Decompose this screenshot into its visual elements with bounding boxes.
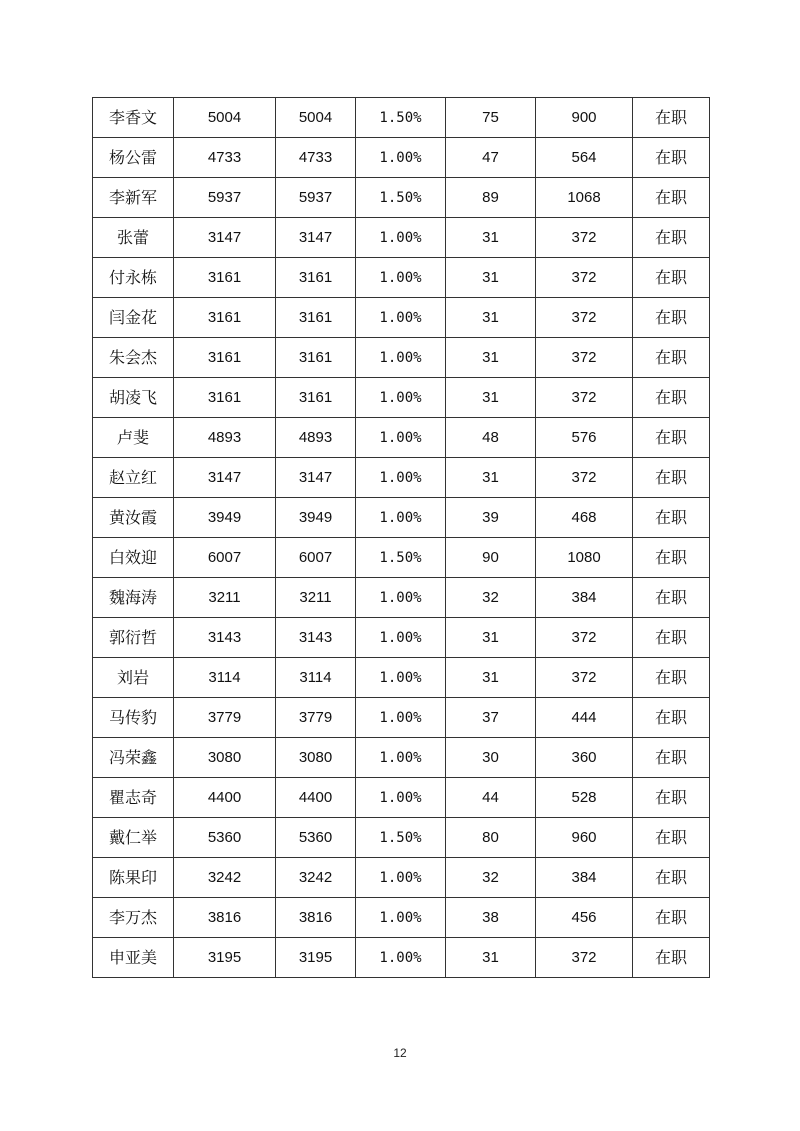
- table-row: [93, 938, 710, 978]
- employee-name-cell: 赵立红: [93, 458, 174, 498]
- employee-name-cell: 刘岩: [93, 658, 174, 698]
- status-cell: 在职: [633, 698, 710, 738]
- monthly-amount-cell: 31: [446, 458, 536, 498]
- rate-cell: 1.50%: [356, 538, 446, 578]
- rate-cell: 1.00%: [356, 898, 446, 938]
- table-row: [93, 178, 710, 218]
- status-cell: 在职: [633, 778, 710, 818]
- contribution-base-cell: 3114: [276, 658, 356, 698]
- status-cell: 在职: [633, 738, 710, 778]
- base-amount-cell: 4893: [174, 418, 276, 458]
- monthly-amount-cell: 90: [446, 538, 536, 578]
- contribution-base-cell: 4733: [276, 138, 356, 178]
- contribution-base-cell: 4893: [276, 418, 356, 458]
- annual-amount-cell: 444: [536, 698, 633, 738]
- annual-amount-cell: 360: [536, 738, 633, 778]
- table-row: [93, 698, 710, 738]
- employee-name-cell: 杨公雷: [93, 138, 174, 178]
- monthly-amount-cell: 31: [446, 258, 536, 298]
- rate-cell: 1.00%: [356, 458, 446, 498]
- rate-cell: 1.00%: [356, 578, 446, 618]
- status-cell: 在职: [633, 298, 710, 338]
- table-row: [93, 338, 710, 378]
- table-row: [93, 658, 710, 698]
- status-cell: 在职: [633, 378, 710, 418]
- rate-cell: 1.00%: [356, 498, 446, 538]
- status-cell: 在职: [633, 578, 710, 618]
- monthly-amount-cell: 44: [446, 778, 536, 818]
- base-amount-cell: 5360: [174, 818, 276, 858]
- base-amount-cell: 3195: [174, 938, 276, 978]
- employee-name-cell: 张蕾: [93, 218, 174, 258]
- monthly-amount-cell: 39: [446, 498, 536, 538]
- rate-cell: 1.00%: [356, 778, 446, 818]
- status-cell: 在职: [633, 98, 710, 138]
- annual-amount-cell: 372: [536, 378, 633, 418]
- annual-amount-cell: 1068: [536, 178, 633, 218]
- annual-amount-cell: 900: [536, 98, 633, 138]
- monthly-amount-cell: 38: [446, 898, 536, 938]
- contribution-base-cell: 3779: [276, 698, 356, 738]
- base-amount-cell: 3161: [174, 258, 276, 298]
- status-cell: 在职: [633, 898, 710, 938]
- annual-amount-cell: 372: [536, 218, 633, 258]
- base-amount-cell: 3816: [174, 898, 276, 938]
- employee-name-cell: 瞿志奇: [93, 778, 174, 818]
- rate-cell: 1.00%: [356, 138, 446, 178]
- annual-amount-cell: 372: [536, 458, 633, 498]
- page-number: 12: [393, 1046, 407, 1060]
- base-amount-cell: 4733: [174, 138, 276, 178]
- table-row: [93, 778, 710, 818]
- annual-amount-cell: 372: [536, 658, 633, 698]
- base-amount-cell: 3161: [174, 298, 276, 338]
- annual-amount-cell: 372: [536, 938, 633, 978]
- status-cell: 在职: [633, 418, 710, 458]
- contribution-base-cell: 6007: [276, 538, 356, 578]
- contribution-base-cell: 3816: [276, 898, 356, 938]
- annual-amount-cell: 528: [536, 778, 633, 818]
- contribution-base-cell: 4400: [276, 778, 356, 818]
- table-row: [93, 98, 710, 138]
- contribution-base-cell: 5004: [276, 98, 356, 138]
- contribution-base-cell: 3147: [276, 218, 356, 258]
- employee-name-cell: 朱会杰: [93, 338, 174, 378]
- base-amount-cell: 3779: [174, 698, 276, 738]
- annual-amount-cell: 960: [536, 818, 633, 858]
- annual-amount-cell: 576: [536, 418, 633, 458]
- employee-name-cell: 冯荣鑫: [93, 738, 174, 778]
- rate-cell: 1.00%: [356, 938, 446, 978]
- rate-cell: 1.00%: [356, 658, 446, 698]
- table-row: [93, 578, 710, 618]
- contribution-base-cell: 3147: [276, 458, 356, 498]
- status-cell: 在职: [633, 258, 710, 298]
- annual-amount-cell: 456: [536, 898, 633, 938]
- monthly-amount-cell: 47: [446, 138, 536, 178]
- annual-amount-cell: 1080: [536, 538, 633, 578]
- employee-name-cell: 郭衍哲: [93, 618, 174, 658]
- rate-cell: 1.00%: [356, 378, 446, 418]
- employee-name-cell: 李新军: [93, 178, 174, 218]
- rate-cell: 1.50%: [356, 98, 446, 138]
- monthly-amount-cell: 31: [446, 298, 536, 338]
- annual-amount-cell: 372: [536, 298, 633, 338]
- employee-name-cell: 李万杰: [93, 898, 174, 938]
- base-amount-cell: 3211: [174, 578, 276, 618]
- base-amount-cell: 3114: [174, 658, 276, 698]
- contribution-base-cell: 3161: [276, 258, 356, 298]
- contribution-base-cell: 5937: [276, 178, 356, 218]
- table-row: [93, 458, 710, 498]
- contribution-base-cell: 5360: [276, 818, 356, 858]
- table-row: [93, 298, 710, 338]
- rate-cell: 1.00%: [356, 338, 446, 378]
- annual-amount-cell: 372: [536, 258, 633, 298]
- contribution-base-cell: 3195: [276, 938, 356, 978]
- contribution-base-cell: 3949: [276, 498, 356, 538]
- table-row: [93, 738, 710, 778]
- table-row: [93, 538, 710, 578]
- employee-name-cell: 闫金花: [93, 298, 174, 338]
- base-amount-cell: 3949: [174, 498, 276, 538]
- monthly-amount-cell: 31: [446, 938, 536, 978]
- base-amount-cell: 5004: [174, 98, 276, 138]
- status-cell: 在职: [633, 938, 710, 978]
- monthly-amount-cell: 31: [446, 658, 536, 698]
- table-row: [93, 858, 710, 898]
- monthly-amount-cell: 32: [446, 578, 536, 618]
- annual-amount-cell: 384: [536, 578, 633, 618]
- rate-cell: 1.00%: [356, 618, 446, 658]
- monthly-amount-cell: 80: [446, 818, 536, 858]
- employee-name-cell: 白效迎: [93, 538, 174, 578]
- monthly-amount-cell: 48: [446, 418, 536, 458]
- annual-amount-cell: 564: [536, 138, 633, 178]
- table-row: [93, 898, 710, 938]
- status-cell: 在职: [633, 658, 710, 698]
- status-cell: 在职: [633, 498, 710, 538]
- employee-name-cell: 戴仁举: [93, 818, 174, 858]
- base-amount-cell: 3147: [174, 218, 276, 258]
- base-amount-cell: 3080: [174, 738, 276, 778]
- table-row: [93, 618, 710, 658]
- table-row: [93, 418, 710, 458]
- employee-name-cell: 李香文: [93, 98, 174, 138]
- base-amount-cell: 3143: [174, 618, 276, 658]
- rate-cell: 1.00%: [356, 298, 446, 338]
- rate-cell: 1.00%: [356, 418, 446, 458]
- status-cell: 在职: [633, 818, 710, 858]
- employee-name-cell: 付永栋: [93, 258, 174, 298]
- status-cell: 在职: [633, 538, 710, 578]
- contribution-base-cell: 3242: [276, 858, 356, 898]
- base-amount-cell: 3242: [174, 858, 276, 898]
- employee-name-cell: 卢斐: [93, 418, 174, 458]
- status-cell: 在职: [633, 218, 710, 258]
- monthly-amount-cell: 75: [446, 98, 536, 138]
- base-amount-cell: 3147: [174, 458, 276, 498]
- employee-name-cell: 马传豹: [93, 698, 174, 738]
- base-amount-cell: 5937: [174, 178, 276, 218]
- table-row: [93, 258, 710, 298]
- employee-name-cell: 黄汝霞: [93, 498, 174, 538]
- monthly-amount-cell: 89: [446, 178, 536, 218]
- base-amount-cell: 3161: [174, 378, 276, 418]
- roster-table-body: [93, 98, 710, 978]
- employee-name-cell: 申亚美: [93, 938, 174, 978]
- table-row: [93, 218, 710, 258]
- table-row: [93, 498, 710, 538]
- roster-table: [92, 97, 710, 978]
- contribution-base-cell: 3161: [276, 378, 356, 418]
- table-row: [93, 138, 710, 178]
- status-cell: 在职: [633, 338, 710, 378]
- contribution-base-cell: 3161: [276, 298, 356, 338]
- status-cell: 在职: [633, 178, 710, 218]
- rate-cell: 1.00%: [356, 698, 446, 738]
- monthly-amount-cell: 32: [446, 858, 536, 898]
- monthly-amount-cell: 37: [446, 698, 536, 738]
- base-amount-cell: 3161: [174, 338, 276, 378]
- rate-cell: 1.50%: [356, 818, 446, 858]
- rate-cell: 1.00%: [356, 218, 446, 258]
- annual-amount-cell: 372: [536, 338, 633, 378]
- table-row: [93, 818, 710, 858]
- contribution-base-cell: 3211: [276, 578, 356, 618]
- contribution-base-cell: 3161: [276, 338, 356, 378]
- monthly-amount-cell: 31: [446, 618, 536, 658]
- annual-amount-cell: 372: [536, 618, 633, 658]
- contribution-base-cell: 3143: [276, 618, 356, 658]
- base-amount-cell: 6007: [174, 538, 276, 578]
- monthly-amount-cell: 31: [446, 218, 536, 258]
- annual-amount-cell: 468: [536, 498, 633, 538]
- status-cell: 在职: [633, 458, 710, 498]
- rate-cell: 1.00%: [356, 258, 446, 298]
- status-cell: 在职: [633, 138, 710, 178]
- monthly-amount-cell: 31: [446, 338, 536, 378]
- contribution-base-cell: 3080: [276, 738, 356, 778]
- annual-amount-cell: 384: [536, 858, 633, 898]
- monthly-amount-cell: 31: [446, 378, 536, 418]
- status-cell: 在职: [633, 618, 710, 658]
- rate-cell: 1.00%: [356, 858, 446, 898]
- monthly-amount-cell: 30: [446, 738, 536, 778]
- rate-cell: 1.50%: [356, 178, 446, 218]
- rate-cell: 1.00%: [356, 738, 446, 778]
- employee-name-cell: 陈果印: [93, 858, 174, 898]
- employee-name-cell: 魏海涛: [93, 578, 174, 618]
- base-amount-cell: 4400: [174, 778, 276, 818]
- status-cell: 在职: [633, 858, 710, 898]
- employee-name-cell: 胡凌飞: [93, 378, 174, 418]
- table-row: [93, 378, 710, 418]
